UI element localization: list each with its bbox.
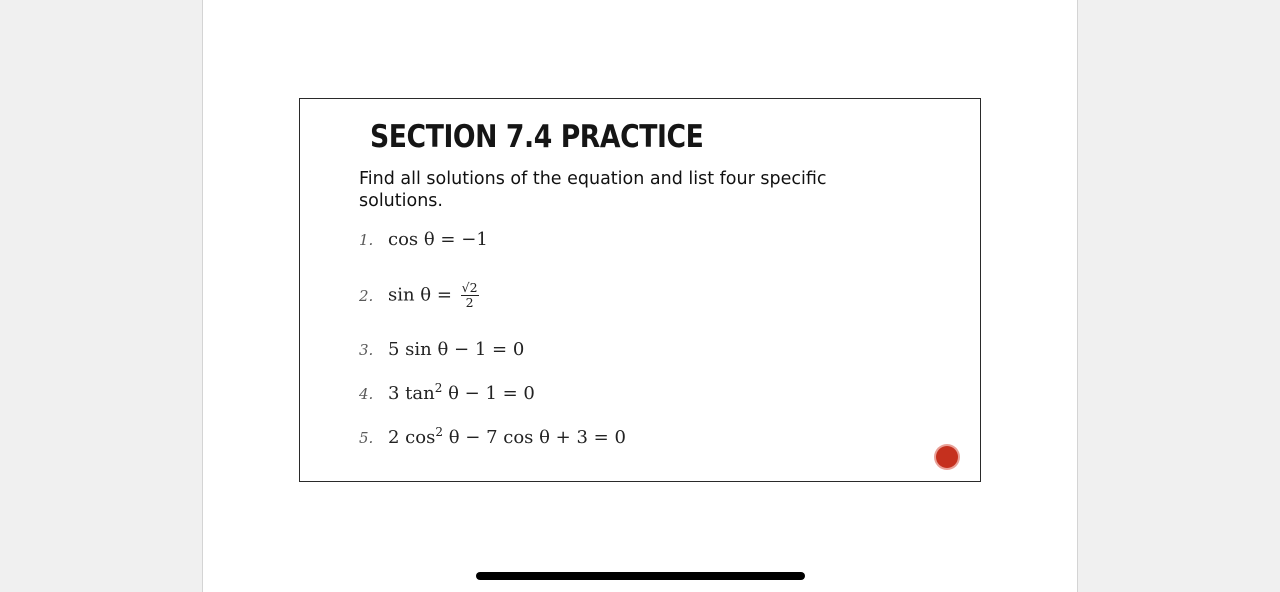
home-indicator-bar[interactable]: [476, 572, 805, 580]
problem-item-2: [359, 281, 479, 310]
problem-equation: 5 sin θ − 1 = 0: [388, 339, 525, 360]
equation-post: θ − 1 = 0: [442, 383, 535, 404]
equation-lhs: sin θ =: [388, 284, 458, 306]
slide: [299, 98, 981, 482]
problem-equation: [388, 281, 479, 310]
fraction-denominator: 2: [465, 295, 474, 310]
problem-number: 1.: [359, 230, 374, 249]
record-dot-icon[interactable]: [936, 446, 958, 468]
equation-post: θ − 7 cos θ + 3 = 0: [442, 427, 626, 448]
equation-exponent: 2: [434, 381, 443, 395]
problem-equation: [388, 427, 626, 448]
problem-item-4: [359, 383, 535, 404]
instructions-text: Find all solutions of the equation and list four specific solutions.: [359, 169, 827, 211]
fraction: [461, 281, 479, 310]
equation-exponent: 2: [435, 425, 443, 439]
problem-number: 2.: [359, 286, 374, 305]
problem-number: 4.: [359, 384, 374, 403]
problem-item-3: [359, 339, 524, 360]
problem-number: 3.: [359, 340, 374, 359]
fraction-numerator: √2: [461, 280, 478, 295]
problem-number: 5.: [359, 428, 374, 447]
equation-pre: 3 tan: [388, 383, 435, 404]
equation-pre: 2 cos: [388, 427, 436, 448]
slide-title: SECTION 7.4 PRACTICE: [370, 119, 704, 155]
problem-item-5: [359, 427, 626, 448]
problem-item-1: [359, 229, 488, 250]
problem-equation: cos θ = −1: [388, 229, 488, 250]
problem-equation: [388, 383, 535, 404]
